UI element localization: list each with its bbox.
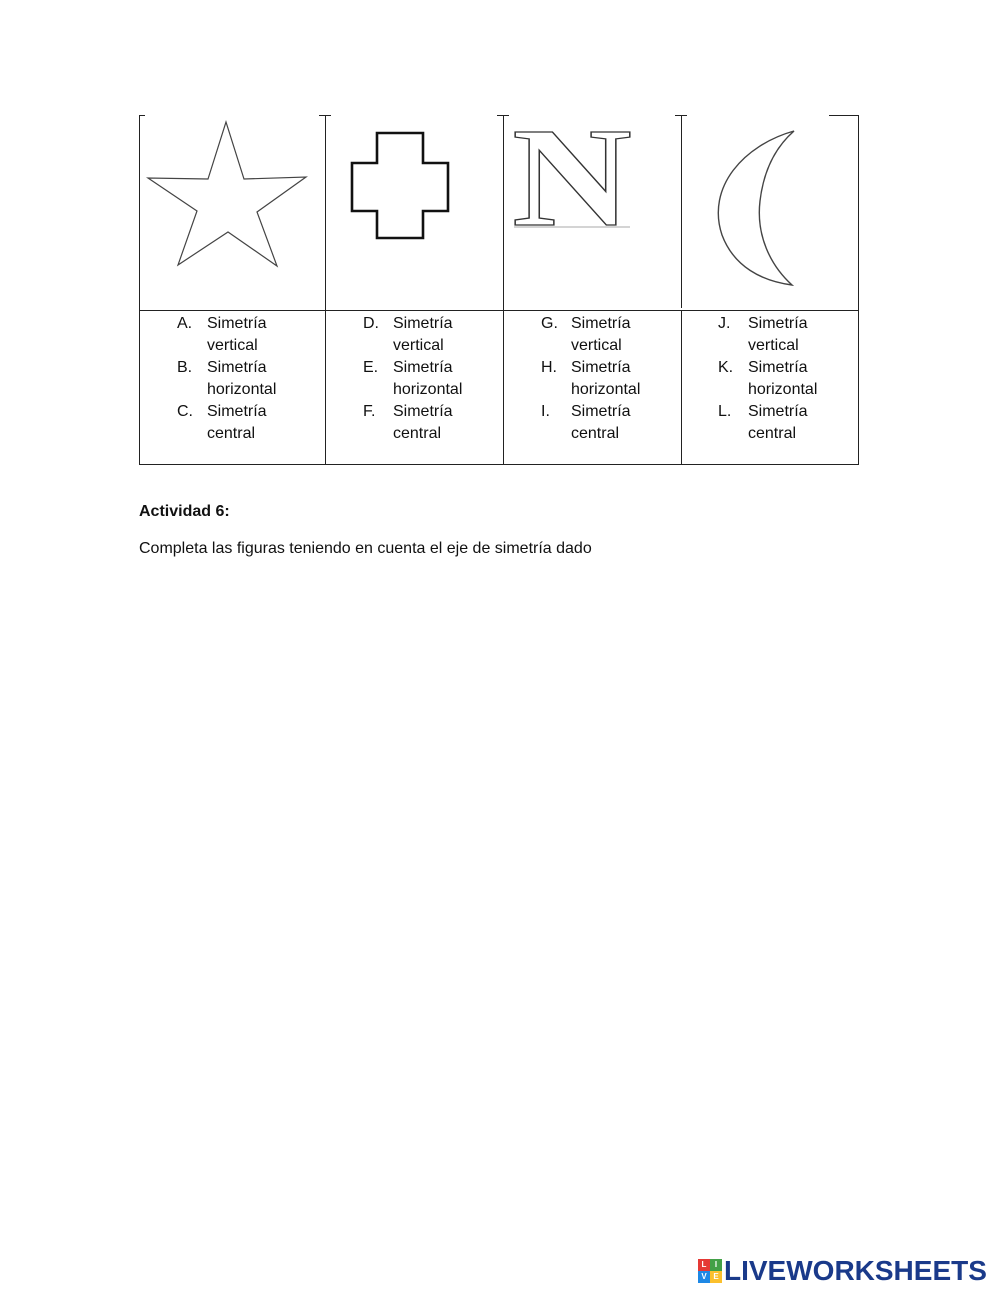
option-f[interactable] [363,401,488,445]
star-icon [140,115,325,310]
option-text: Simetría vertical [748,315,808,354]
logo-letter-e: E [710,1271,722,1283]
figure-cell-letter-n [504,115,681,310]
liveworksheets-logo-icon [698,1259,722,1283]
option-letter: H. [541,359,557,376]
option-letter: D. [363,315,379,332]
option-letter: L. [718,403,732,420]
options-cell-crescent-moon [718,313,843,445]
option-h[interactable] [541,357,666,401]
logo-letter-v: V [698,1271,710,1283]
options-cell-star [177,313,302,445]
symmetry-table [139,115,859,465]
option-text: Simetría horizontal [393,359,463,398]
option-letter: B. [177,359,193,376]
option-l[interactable] [718,401,843,445]
table-right-border [858,115,859,465]
option-text: Simetría central [748,403,808,442]
option-letter: A. [177,315,193,332]
option-letter: G. [541,315,558,332]
option-b[interactable] [177,357,302,401]
option-letter: I. [541,403,550,420]
table-row-divider [139,310,859,311]
table-col-divider-3-bottom [681,311,682,465]
options-cell-letter-n [541,313,666,445]
option-text: Simetría central [207,403,267,442]
logo-letter-i: I [710,1259,722,1271]
letter-n-icon [504,115,681,310]
cross-icon [326,115,503,310]
option-letter: F. [363,403,376,420]
option-letter: E. [363,359,379,376]
options-cell-cross [363,313,488,445]
option-e[interactable] [363,357,488,401]
liveworksheets-wordmark: LIVEWORKSHEETS [724,1255,987,1286]
option-c[interactable] [177,401,302,445]
option-letter: K. [718,359,734,376]
option-j[interactable] [718,313,843,357]
option-text: Simetría central [571,403,631,442]
logo-letter-l: L [698,1259,710,1271]
option-g[interactable] [541,313,666,357]
table-bottom-border [139,464,859,465]
option-letter: C. [177,403,193,420]
option-text: Simetría central [393,403,453,442]
figure-cell-cross [326,115,503,310]
figure-cell-star [140,115,325,310]
option-text: Simetría vertical [207,315,267,354]
option-text: Simetría horizontal [748,359,818,398]
liveworksheets-logo [698,1256,987,1286]
option-letter: J. [718,315,731,332]
option-text: Simetría vertical [571,315,631,354]
option-k[interactable] [718,357,843,401]
option-text: Simetría horizontal [571,359,641,398]
letter-n-glyph: N [512,115,632,256]
option-text: Simetría horizontal [207,359,277,398]
activity-heading: Actividad 6: [139,503,230,520]
option-i[interactable] [541,401,666,445]
crescent-moon-icon [682,115,858,310]
option-text: Simetría vertical [393,315,453,354]
option-a[interactable] [177,313,302,357]
option-d[interactable] [363,313,488,357]
activity-instruction: Completa las figuras teniendo en cuenta el eje de simetría dado [139,540,592,557]
figure-cell-crescent-moon [682,115,858,310]
